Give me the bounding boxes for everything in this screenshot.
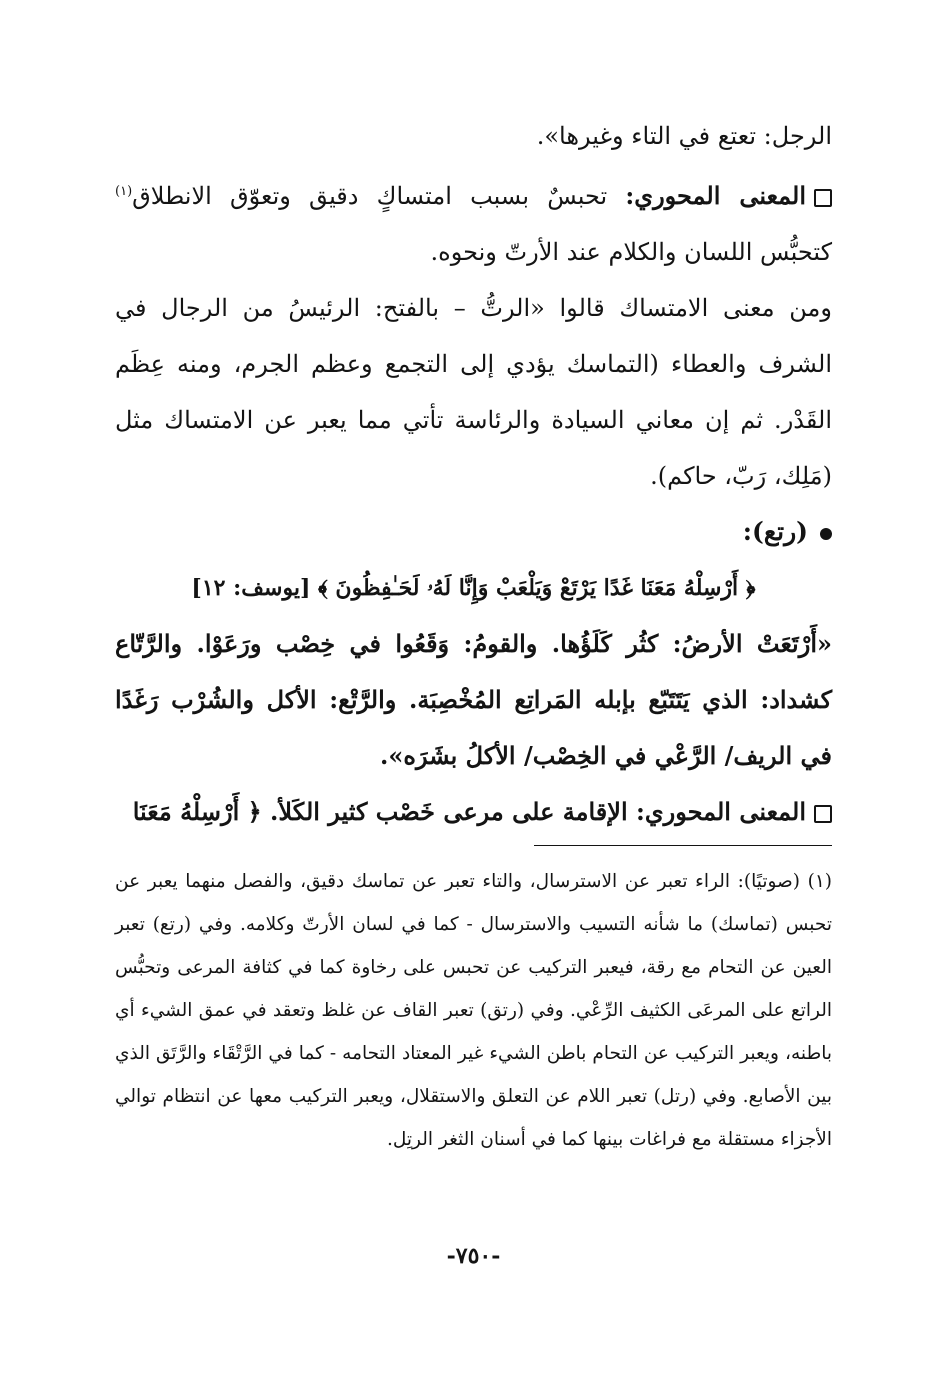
page xyxy=(115,108,832,1380)
footnote-divider xyxy=(534,845,832,846)
axial-meaning-text-2: كتحبُّس اللسان والكلام عند الأرتّ ونحوه. xyxy=(430,238,832,266)
paragraph-5 xyxy=(115,784,832,840)
paragraph-1: الرجل: تعتع في التاء وغيرها». xyxy=(536,122,832,150)
paragraph-3: ومن معنى الامتساك قالوا «الرتُّ – بالفتح: الرئيسُ من الرجال في الشرف والعطاء (التماسك يؤدي إلى التجمع وعظم الجرم، ومنه عِظَم القَدْر. ثم إن معاني السيادة والرئاسة تأتي مما يعبر عن الامتساك مثل (مَلِك، رَبّ، حاكم). xyxy=(115,294,832,490)
paragraph-2 xyxy=(115,164,832,280)
entry-heading-text: (رتع): xyxy=(742,517,808,546)
footnote xyxy=(115,860,832,1161)
footnote-text: (١) (صوتيًا): الراء تعبر عن الاسترسال، والتاء تعبر عن تماسك دقيق، والفصل منهما يعبر عن تحبس (تماسك) ما شأنه التسيب والاسترسال - كما في لسان الأرتّ وكلامه. وفي (رتع) تعبر العين عن التحام مع رقة، فيعبر التركيب عن تحبس على رخاوة كما في كثافة المرعى وتحبُّس الراتع على المرعَى الكثيف الرِّعْي. وفي (رتق) تعبر القاف عن غلظ وتعقد في عمق الشيء أي باطنه، ويعبر التركيب عن التحام باطن الشيء غير المعتاد التحامه - كما في الرَّتْقَاء والرَّتَق الذي بين الأصابع. وفي (رتل) تعبر اللام عن التعلق والاستقلال، ويعبر التركيب معها عن انتظام توالي الأجزاء مستقلة مع فراغات بينها كما في أسنان الثغر الرتِل. xyxy=(115,871,832,1150)
round-bullet-icon xyxy=(820,528,832,540)
axial-meaning-text-3: الإقامة على مرعى خَصْب كثير الكَلأ. ﴿ أَرْسِلْهُ مَعَنَا xyxy=(132,797,628,826)
square-bullet-icon xyxy=(814,805,832,823)
axial-meaning-text: تحبسٌ بسبب امتساكٍ دقيق وتعوّق الانطلاق xyxy=(132,182,608,210)
paragraph-4: «أَرْتَعَتْ الأرضُ: كثُر كَلَؤُها. والقومُ: وَقَعُوا في خِصْب ورَعَوْا. والرَّتّاع كشداد: الذي يَتَتَبّع بإبله المَراتِع المُخْصِبَة. والرَّتْع: الأكل والشُرْب رَغَدًا في الريف/ الرَّعْي في الخِصْب/ الأكلُ بشَرَه». xyxy=(115,629,832,770)
axial-meaning-label: المعنى المحوري: xyxy=(625,181,806,210)
quran-verse: ﴿ أَرْسِلْهُ مَعَنَا غَدًا يَرْتَعْ وَيَلْعَبْ وَإِنَّا لَهُۥ لَحَـٰفِظُونَ ﴾ [يوسف: ١٢] xyxy=(191,575,756,601)
axial-meaning-label-2: المعنى المحوري: xyxy=(635,797,806,826)
entry-heading xyxy=(115,504,832,560)
square-bullet-icon xyxy=(814,189,832,207)
main-text xyxy=(115,108,832,840)
page-number: -٧٥٠- xyxy=(446,1243,501,1269)
footnote-marker[interactable]: (١) xyxy=(115,184,133,199)
